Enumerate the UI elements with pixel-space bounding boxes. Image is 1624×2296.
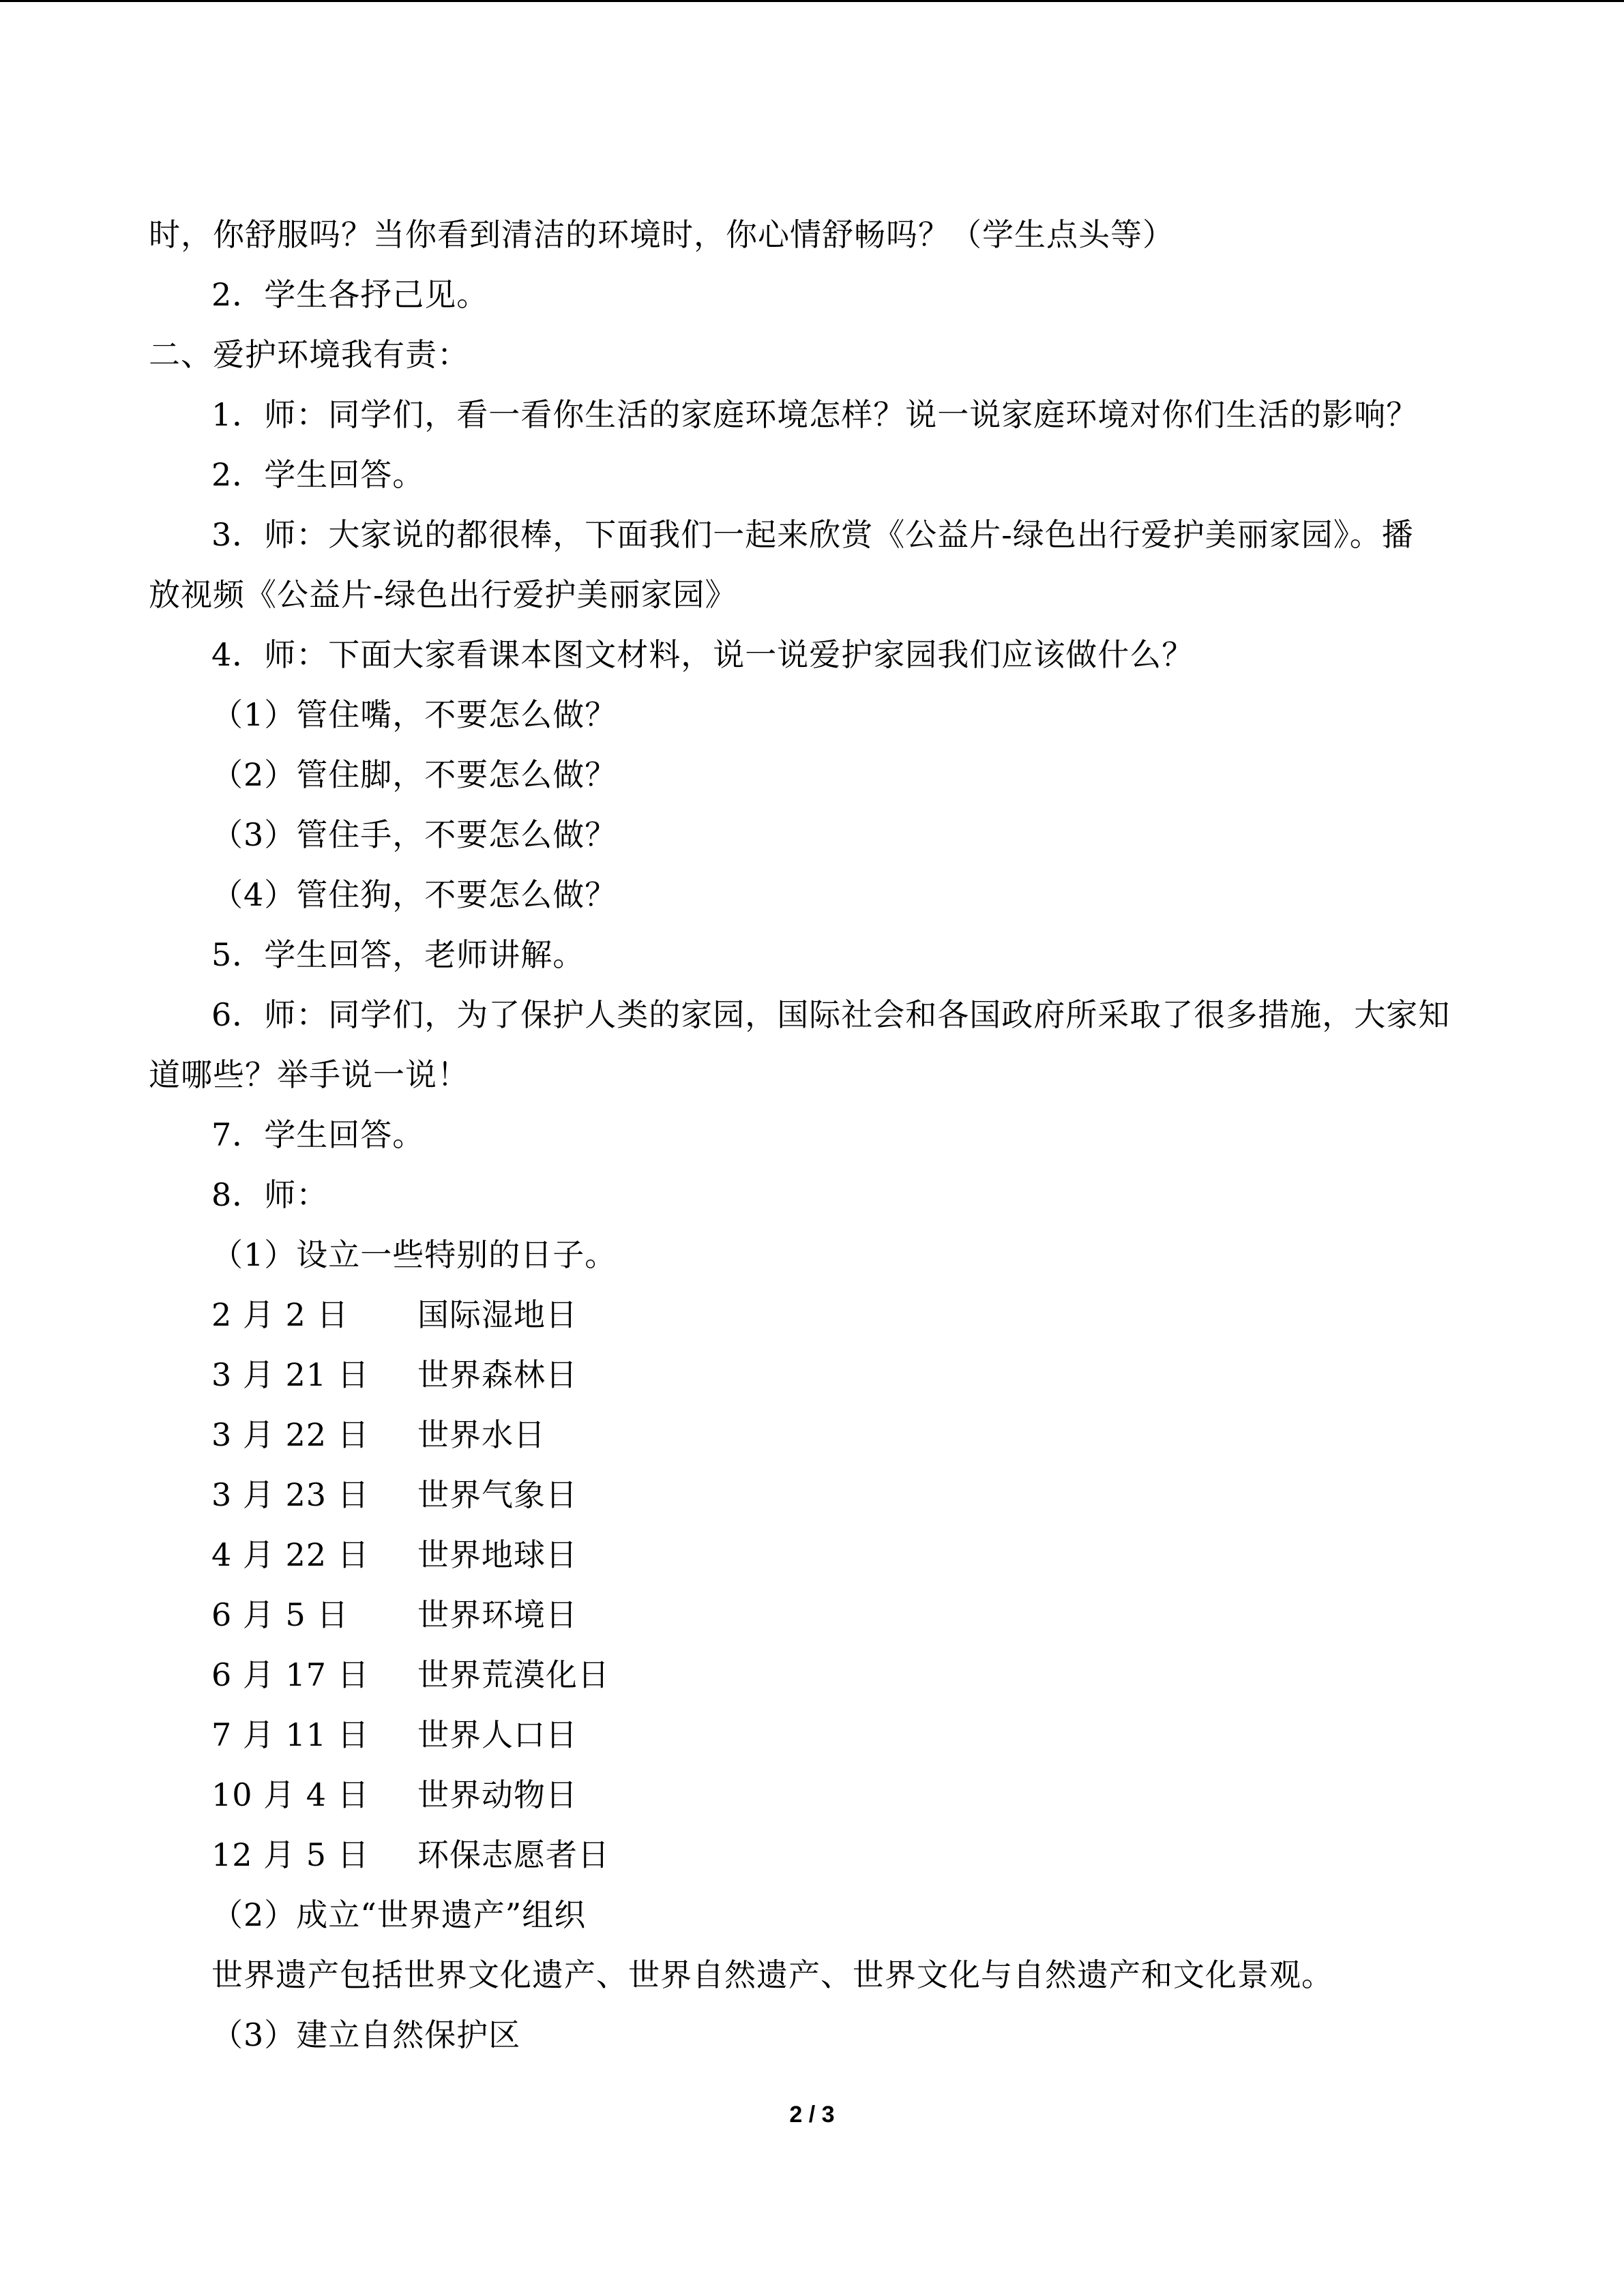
special-day-name: 世界气象日 <box>417 1476 578 1513</box>
special-day-name: 世界荒漠化日 <box>417 1656 610 1693</box>
paragraph-line: 放视频《公益片-绿色出行爱护美丽家园》 <box>149 576 737 613</box>
paragraph-line: 4．师：下面大家看课本图文材料，说一说爱护家园我们应该做什么？ <box>211 636 1194 673</box>
special-day-name: 世界地球日 <box>417 1536 578 1573</box>
list-item: （1）管住嘴，不要怎么做？ <box>211 696 617 733</box>
special-day-row <box>149 1645 1486 1705</box>
paragraph-line: 8．师： <box>211 1176 329 1213</box>
document-body <box>149 205 1486 2065</box>
special-day-row <box>149 1705 1486 1765</box>
special-day-date: 12 月 5 日 <box>211 1836 370 1873</box>
special-day-name: 世界人口日 <box>417 1716 578 1753</box>
special-day-name: 世界水日 <box>417 1416 546 1453</box>
paragraph-line: 3．师：大家说的都很棒，下面我们一起来欣赏《公益片-绿色出行爱护美丽家园》。播 <box>211 516 1414 553</box>
list-item: （2）成立“世界遗产”组织 <box>211 1896 587 1933</box>
special-day-row <box>149 1285 1486 1345</box>
paragraph-line: 1．师：同学们，看一看你生活的家庭环境怎样？说一说家庭环境对你们生活的影响？ <box>211 396 1419 433</box>
paragraph-line: 5．学生回答，老师讲解。 <box>211 936 585 973</box>
special-day-date: 3 月 23 日 <box>211 1476 370 1513</box>
special-day-row <box>149 1525 1486 1585</box>
list-item: （4）管住狗，不要怎么做？ <box>211 876 617 913</box>
list-item: （2）管住脚，不要怎么做？ <box>211 756 617 793</box>
paragraph-line: 2．学生回答。 <box>211 456 425 493</box>
special-day-row <box>149 1345 1486 1405</box>
special-day-name: 国际湿地日 <box>417 1296 578 1333</box>
paragraph-line: 7．学生回答。 <box>211 1116 425 1153</box>
paragraph-line: 时，你舒服吗？当你看到清洁的环境时，你心情舒畅吗？（学生点头等） <box>149 216 1175 253</box>
page-top-border <box>0 0 1624 2</box>
list-item: （3）建立自然保护区 <box>211 2016 521 2053</box>
special-day-date: 10 月 4 日 <box>211 1776 370 1813</box>
special-day-row <box>149 1825 1486 1885</box>
special-day-name: 世界森林日 <box>417 1356 578 1393</box>
special-day-date: 7 月 11 日 <box>211 1716 370 1753</box>
special-day-name: 世界动物日 <box>417 1776 578 1813</box>
paragraph-line: 道哪些？举手说一说！ <box>149 1056 469 1093</box>
special-day-row <box>149 1405 1486 1465</box>
special-day-row <box>149 1585 1486 1645</box>
page-number: 2 / 3 <box>789 2102 835 2128</box>
paragraph-line: 世界遗产包括世界文化遗产、世界自然遗产、世界文化与自然遗产和文化景观。 <box>211 1956 1333 1993</box>
special-day-date: 3 月 22 日 <box>211 1416 370 1453</box>
special-day-row <box>149 1765 1486 1825</box>
special-day-name: 世界环境日 <box>417 1596 578 1633</box>
list-item: （3）管住手，不要怎么做？ <box>211 816 617 853</box>
section-heading: 二、爱护环境我有责： <box>149 336 469 373</box>
special-days-list <box>149 1285 1486 1885</box>
special-day-date: 6 月 5 日 <box>211 1596 349 1633</box>
paragraph-line: 6．师：同学们，为了保护人类的家园，国际社会和各国政府所采取了很多措施，大家知 <box>211 996 1451 1033</box>
list-item: （1）设立一些特别的日子。 <box>211 1236 617 1273</box>
special-day-name: 环保志愿者日 <box>417 1836 610 1873</box>
special-day-row <box>149 1465 1486 1525</box>
special-day-date: 2 月 2 日 <box>211 1296 349 1333</box>
paragraph-line: 2．学生各抒己见。 <box>211 276 489 313</box>
special-day-date: 6 月 17 日 <box>211 1656 370 1693</box>
special-day-date: 3 月 21 日 <box>211 1356 370 1393</box>
special-day-date: 4 月 22 日 <box>211 1536 370 1573</box>
